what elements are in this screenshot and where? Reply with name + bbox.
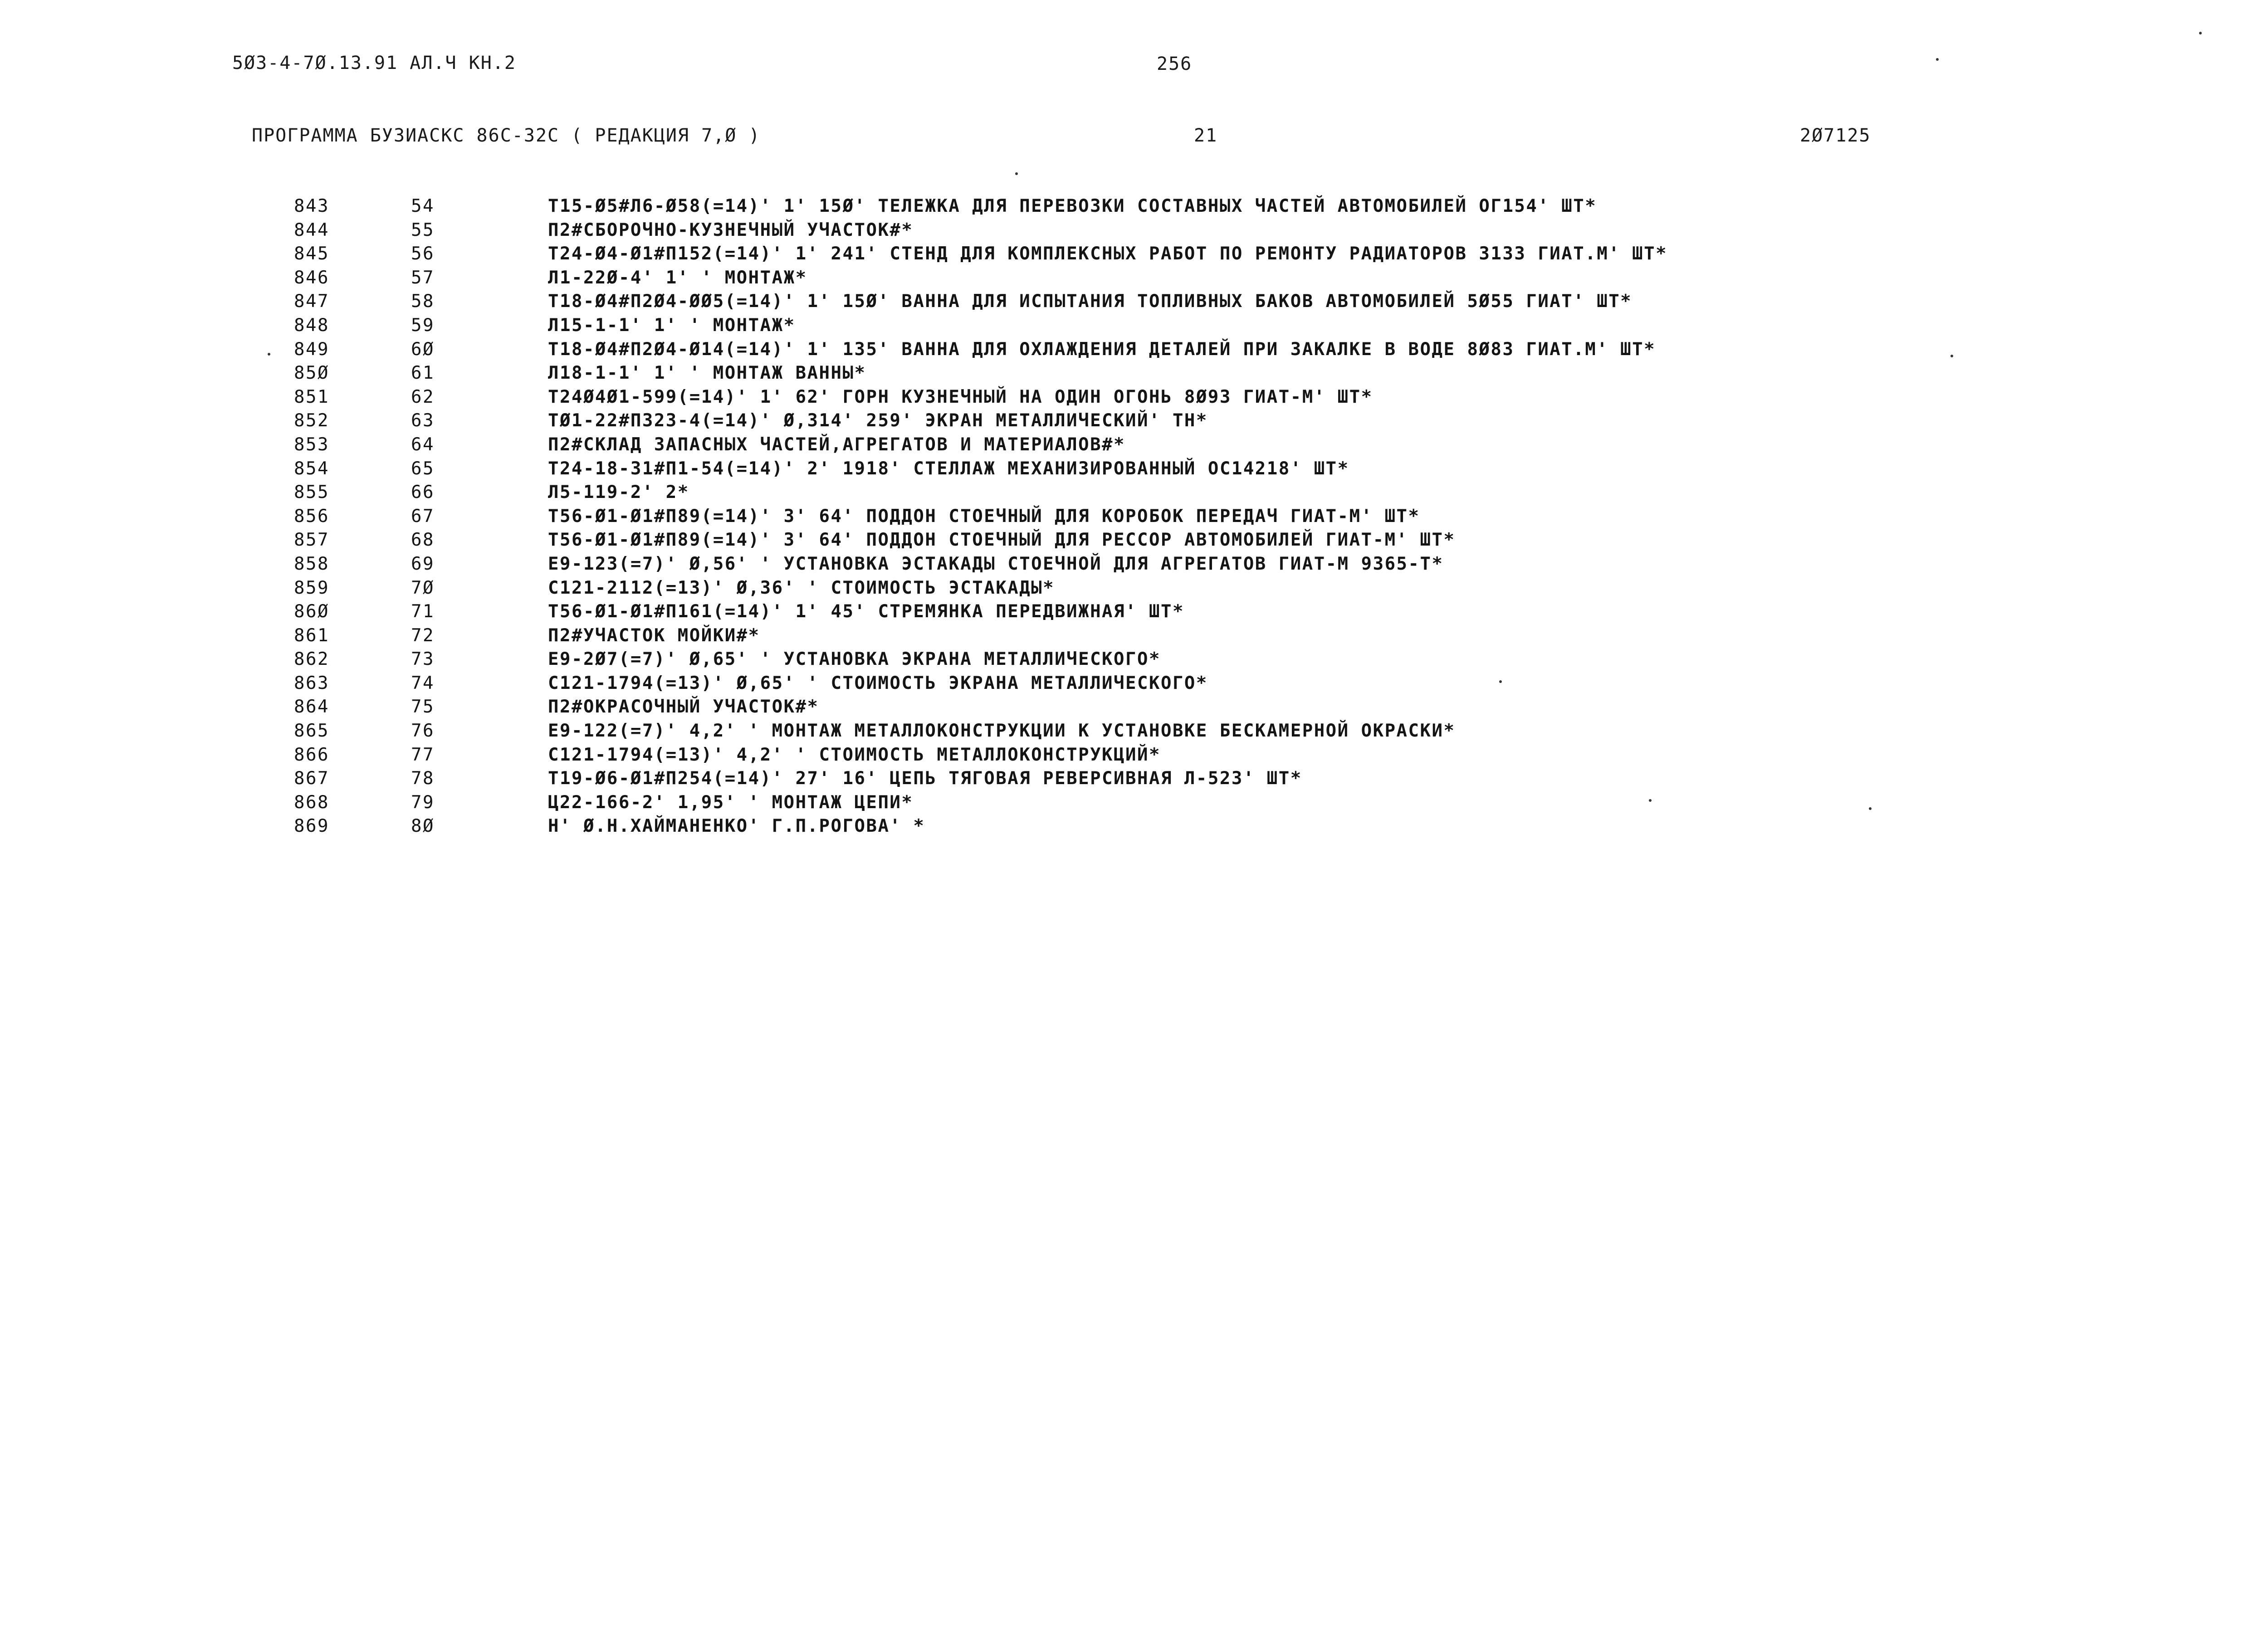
record-text: Е9-2Ø7(=7)' Ø,65' ' УСТАНОВКА ЭКРАНА МЕТАЛЛИЧЕСКОГО* bbox=[548, 649, 1161, 670]
print-speck bbox=[1869, 807, 1872, 810]
sequence-number: 6Ø bbox=[411, 339, 435, 360]
sequence-number: 73 bbox=[411, 649, 435, 670]
record-text: Т56-Ø1-Ø1#П89(=14)' 3' 64' ПОДДОН СТОЕЧНЫЙ ДЛЯ РЕССОР АВТОМОБИЛЕЙ ГИАТ-М' ШТ* bbox=[548, 530, 1456, 551]
document-number: 2Ø7125 bbox=[1800, 125, 1871, 146]
sequence-number: 59 bbox=[411, 315, 435, 336]
sequence-number: 65 bbox=[411, 458, 435, 479]
line-number: 843 bbox=[294, 196, 329, 216]
line-number: 866 bbox=[294, 744, 329, 765]
listing-row bbox=[0, 697, 2268, 721]
sequence-number: 75 bbox=[411, 697, 435, 717]
listing-row bbox=[0, 482, 2268, 506]
line-number: 859 bbox=[294, 577, 329, 598]
listing-row bbox=[0, 196, 2268, 220]
record-text: Т18-Ø4#П2Ø4-ØØ5(=14)' 1' 15Ø' ВАННА ДЛЯ ИСПЫТАНИЯ ТОПЛИВНЫХ БАКОВ АВТОМОБИЛЕЙ 5Ø55 ГИАТ' ШТ* bbox=[548, 291, 1633, 312]
sequence-number: 56 bbox=[411, 244, 435, 264]
line-number: 845 bbox=[294, 244, 329, 264]
listing-row bbox=[0, 673, 2268, 697]
line-number: 862 bbox=[294, 649, 329, 670]
print-speck bbox=[1499, 680, 1502, 683]
listing-row bbox=[0, 745, 2268, 769]
record-text: Т56-Ø1-Ø1#П89(=14)' 3' 64' ПОДДОН СТОЕЧНЫЙ ДЛЯ КОРОБОК ПЕРЕДАЧ ГИАТ-М' ШТ* bbox=[548, 506, 1420, 527]
page-number: 256 bbox=[1157, 54, 1193, 74]
listing-row bbox=[0, 554, 2268, 578]
print-speck bbox=[268, 353, 270, 356]
listing-row bbox=[0, 220, 2268, 244]
listing-table bbox=[0, 196, 2268, 840]
listing-row bbox=[0, 339, 2268, 363]
record-text: П2#СБОРОЧНО-КУЗНЕЧНЫЙ УЧАСТОК#* bbox=[548, 219, 914, 240]
listing-row bbox=[0, 291, 2268, 315]
record-text: С121-1794(=13)' 4,2' ' СТОИМОСТЬ МЕТАЛЛОКОНСТРУКЦИЙ* bbox=[548, 744, 1161, 765]
line-number: 852 bbox=[294, 410, 329, 431]
record-text: П2#СКЛАД ЗАПАСНЫХ ЧАСТЕЙ,АГРЕГАТОВ И МАТЕРИАЛОВ#* bbox=[548, 434, 1126, 455]
sequence-number: 74 bbox=[411, 673, 435, 693]
sequence-number: 7Ø bbox=[411, 577, 435, 598]
listing-row bbox=[0, 816, 2268, 840]
line-number: 858 bbox=[294, 553, 329, 574]
print-speck bbox=[1950, 355, 1953, 357]
line-number: 854 bbox=[294, 458, 329, 479]
listing-row bbox=[0, 649, 2268, 673]
print-speck bbox=[2199, 32, 2202, 34]
sequence-number: 61 bbox=[411, 363, 435, 384]
record-text: Ц22-166-2' 1,95' ' МОНТАЖ ЦЕПИ* bbox=[548, 792, 914, 813]
listing-row bbox=[0, 244, 2268, 268]
line-number: 851 bbox=[294, 386, 329, 407]
listing-row bbox=[0, 530, 2268, 554]
sequence-number: 57 bbox=[411, 267, 435, 288]
line-number: 846 bbox=[294, 267, 329, 288]
listing-row bbox=[0, 458, 2268, 483]
line-number: 844 bbox=[294, 219, 329, 240]
line-number: 847 bbox=[294, 291, 329, 312]
line-number: 856 bbox=[294, 506, 329, 527]
sequence-number: 67 bbox=[411, 506, 435, 527]
line-number: 86Ø bbox=[294, 601, 329, 622]
listing-row bbox=[0, 601, 2268, 625]
record-text: Т24-18-31#П1-54(=14)' 2' 1918' СТЕЛЛАЖ МЕХАНИЗИРОВАННЫЙ ОС14218' ШТ* bbox=[548, 458, 1349, 479]
record-text: Т18-Ø4#П2Ø4-Ø14(=14)' 1' 135' ВАННА ДЛЯ ОХЛАЖДЕНИЯ ДЕТАЛЕЙ ПРИ ЗАКАЛКЕ В ВОДЕ 8Ø83 ГИАТ.М' ШТ* bbox=[548, 339, 1656, 360]
sequence-number: 68 bbox=[411, 530, 435, 551]
sequence-number: 54 bbox=[411, 196, 435, 216]
record-text: Т24-Ø4-Ø1#П152(=14)' 1' 241' СТЕНД ДЛЯ КОМПЛЕКСНЫХ РАБОТ ПО РЕМОНТУ РАДИАТОРОВ 3133 ГИАТ.М' ШТ* bbox=[548, 244, 1668, 264]
line-number: 863 bbox=[294, 673, 329, 693]
record-text: Л5-119-2' 2* bbox=[548, 482, 689, 503]
record-text: Т56-Ø1-Ø1#П161(=14)' 1' 45' СТРЕМЯНКА ПЕРЕДВИЖНАЯ' ШТ* bbox=[548, 601, 1184, 622]
sequence-number: 76 bbox=[411, 721, 435, 741]
line-number: 853 bbox=[294, 434, 329, 455]
record-text: Т15-Ø5#Л6-Ø58(=14)' 1' 15Ø' ТЕЛЕЖКА ДЛЯ ПЕРЕВОЗКИ СОСТАВНЫХ ЧАСТЕЙ АВТОМОБИЛЕЙ ОГ154' ШТ* bbox=[548, 196, 1597, 216]
sequence-number: 64 bbox=[411, 434, 435, 455]
record-text: Л18-1-1' 1' ' МОНТАЖ ВАННЫ* bbox=[548, 363, 866, 384]
listing-row bbox=[0, 721, 2268, 745]
listing-row bbox=[0, 578, 2268, 602]
listing-row bbox=[0, 315, 2268, 339]
line-number: 869 bbox=[294, 816, 329, 837]
record-text: ТØ1-22#П323-4(=14)' Ø,314' 259' ЭКРАН МЕТАЛЛИЧЕСКИЙ' ТН* bbox=[548, 410, 1208, 431]
record-text: Т19-Ø6-Ø1#П254(=14)' 27' 16' ЦЕПЬ ТЯГОВАЯ РЕВЕРСИВНАЯ Л-523' ШТ* bbox=[548, 768, 1302, 789]
record-text: П2#УЧАСТОК МОЙКИ#* bbox=[548, 625, 760, 646]
listing-row bbox=[0, 768, 2268, 792]
sequence-number: 78 bbox=[411, 768, 435, 789]
sequence-number: 77 bbox=[411, 744, 435, 765]
record-text: Е9-123(=7)' Ø,56' ' УСТАНОВКА ЭСТАКАДЫ СТОЕЧНОЙ ДЛЯ АГРЕГАТОВ ГИАТ-М 9365-Т* bbox=[548, 553, 1444, 574]
listing-row bbox=[0, 506, 2268, 530]
record-text: Л1-22Ø-4' 1' ' МОНТАЖ* bbox=[548, 267, 807, 288]
line-number: 868 bbox=[294, 792, 329, 813]
sequence-number: 72 bbox=[411, 625, 435, 646]
listing-row bbox=[0, 434, 2268, 458]
listing-row bbox=[0, 625, 2268, 649]
listing-row bbox=[0, 792, 2268, 816]
print-speck bbox=[1649, 799, 1652, 802]
sequence-number: 58 bbox=[411, 291, 435, 312]
record-text: С121-2112(=13)' Ø,36' ' СТОИМОСТЬ ЭСТАКАДЫ* bbox=[548, 577, 1055, 598]
program-title: ПРОГРАММА БУЗИАСКС 86С-32С ( РЕДАКЦИЯ 7,Ø ) bbox=[252, 125, 761, 146]
line-number: 85Ø bbox=[294, 363, 329, 384]
document-code: 5Ø3-4-7Ø.13.91 АЛ.Ч КН.2 bbox=[232, 53, 516, 73]
line-number: 865 bbox=[294, 721, 329, 741]
sequence-number: 8Ø bbox=[411, 816, 435, 837]
line-number: 867 bbox=[294, 768, 329, 789]
listing-row bbox=[0, 268, 2268, 292]
line-number: 849 bbox=[294, 339, 329, 360]
line-number: 855 bbox=[294, 482, 329, 503]
sequence-number: 66 bbox=[411, 482, 435, 503]
sequence-number: 62 bbox=[411, 386, 435, 407]
sequence-number: 55 bbox=[411, 219, 435, 240]
listing-row bbox=[0, 363, 2268, 387]
record-text: Е9-122(=7)' 4,2' ' МОНТАЖ МЕТАЛЛОКОНСТРУКЦИИ К УСТАНОВКЕ БЕСКАМЕРНОЙ ОКРАСКИ* bbox=[548, 721, 1456, 741]
sequence-number: 69 bbox=[411, 553, 435, 574]
line-number: 861 bbox=[294, 625, 329, 646]
sequence-number: 71 bbox=[411, 601, 435, 622]
record-text: С121-1794(=13)' Ø,65' ' СТОИМОСТЬ ЭКРАНА МЕТАЛЛИЧЕСКОГО* bbox=[548, 673, 1208, 693]
line-number: 848 bbox=[294, 315, 329, 336]
sequence-number: 63 bbox=[411, 410, 435, 431]
sequence-number: 79 bbox=[411, 792, 435, 813]
record-text: Л15-1-1' 1' ' МОНТАЖ* bbox=[548, 315, 796, 336]
record-text: Н' Ø.Н.ХАЙМАНЕНКО' Г.П.РОГОВА' * bbox=[548, 816, 925, 837]
sheet-number: 21 bbox=[1194, 125, 1218, 146]
listing-row bbox=[0, 410, 2268, 434]
print-speck bbox=[1015, 172, 1018, 175]
record-text: Т24Ø4Ø1-599(=14)' 1' 62' ГОРН КУЗНЕЧНЫЙ НА ОДИН ОГОНЬ 8Ø93 ГИАТ-М' ШТ* bbox=[548, 386, 1373, 407]
listing-row bbox=[0, 387, 2268, 411]
print-speck bbox=[1936, 58, 1939, 61]
record-text: П2#ОКРАСОЧНЫЙ УЧАСТОК#* bbox=[548, 697, 819, 717]
line-number: 857 bbox=[294, 530, 329, 551]
line-number: 864 bbox=[294, 697, 329, 717]
